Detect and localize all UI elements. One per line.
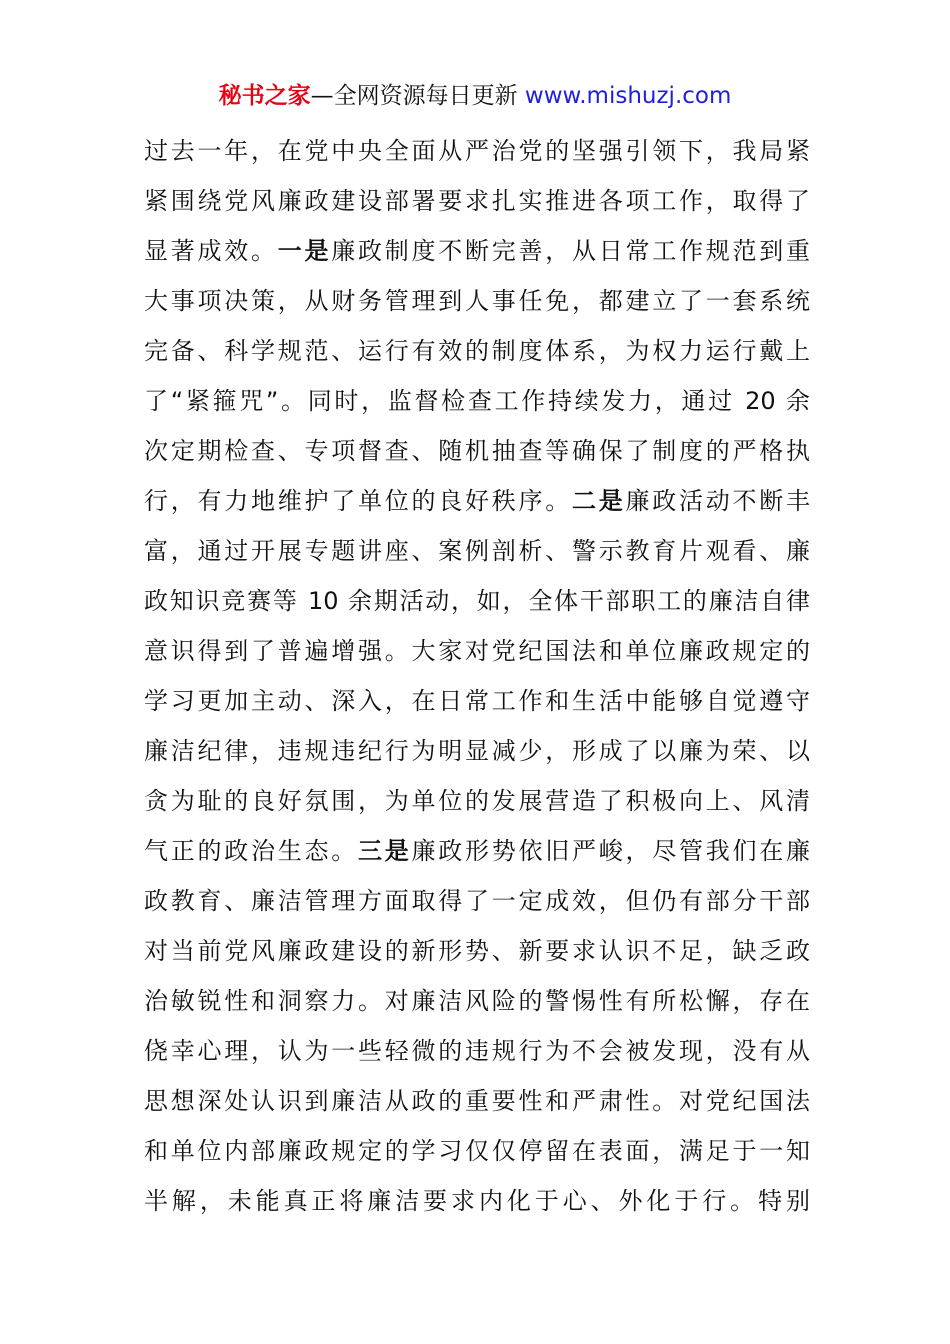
text-line: [144, 276, 810, 326]
text-line: [144, 426, 810, 476]
text-line: [144, 726, 810, 776]
site-header: [0, 78, 950, 114]
text-line: [144, 1026, 810, 1076]
text-line: [144, 676, 810, 726]
text-run: 大事项决策，从财务管理到人事任免，都建立了一套系统: [144, 287, 810, 315]
site-url-link[interactable]: www.mishuzj.com: [524, 83, 732, 109]
brand-name: 秘书之家: [218, 83, 311, 109]
emphasis-label: 一是: [277, 237, 332, 265]
text-run: 廉政活动不断丰: [625, 487, 810, 515]
text-run: 富，通过开展专题讲座、案例剖析、警示教育片观看、廉: [144, 537, 810, 565]
text-line: [144, 326, 810, 376]
emphasis-label: 二是: [572, 487, 626, 515]
text-line: [144, 826, 810, 876]
text-line: [144, 1176, 810, 1226]
text-run: 思想深处认识到廉洁从政的重要性和严肃性。对党纪国法: [144, 1087, 810, 1115]
text-line: [144, 476, 810, 526]
text-run: 行，有力地维护了单位的良好秩序。: [144, 487, 572, 515]
text-run: 对当前党风廉政建设的新形势、新要求认识不足，缺乏政: [144, 937, 810, 965]
text-run: 过去一年，在党中央全面从严治党的坚强引领下，我局紧: [144, 137, 810, 165]
text-line: [144, 376, 810, 426]
text-line: [144, 576, 810, 626]
text-line: [144, 1126, 810, 1176]
text-line: [144, 876, 810, 926]
text-run: 次定期检查、专项督查、随机抽查等确保了制度的严格执: [144, 437, 810, 465]
text-run: 廉政形势依旧严峻，尽管我们在廉: [411, 837, 810, 865]
text-line: [144, 976, 810, 1026]
text-run: 完备、科学规范、运行有效的制度体系，为权力运行戴上: [144, 337, 810, 365]
text-run: 和单位内部廉政规定的学习仅仅停留在表面，满足于一知: [144, 1137, 810, 1165]
text-line: [144, 126, 810, 176]
text-line: [144, 176, 810, 226]
header-tagline: —全网资源每日更新: [310, 83, 518, 109]
text-run: 侥幸心理，认为一些轻微的违规行为不会被发现，没有从: [144, 1037, 810, 1065]
text-run: 贪为耻的良好氛围，为单位的发展营造了积极向上、风清: [144, 787, 810, 815]
text-run: 意识得到了普遍增强。大家对党纪国法和单位廉政规定的: [144, 637, 810, 665]
text-run: 紧围绕党风廉政建设部署要求扎实推进各项工作，取得了: [144, 187, 810, 215]
text-run: 廉洁纪律，违规违纪行为明显减少，形成了以廉为荣、以: [144, 737, 810, 765]
text-run: 显著成效。: [144, 237, 278, 265]
text-line: [144, 626, 810, 676]
document-body: [144, 126, 810, 1226]
text-run: 治敏锐性和洞察力。对廉洁风险的警惕性有所松懈，存在: [144, 987, 810, 1015]
text-run: 半解，未能真正将廉洁要求内化于心、外化于行。特别: [144, 1187, 810, 1215]
text-line: [144, 1076, 810, 1126]
text-line: [144, 526, 810, 576]
text-run: 气正的政治生态。: [144, 837, 358, 865]
text-line: [144, 776, 810, 826]
text-run: 政教育、廉洁管理方面取得了一定成效，但仍有部分干部: [144, 887, 810, 915]
text-run: 廉政制度不断完善，从日常工作规范到重: [331, 237, 810, 265]
emphasis-label: 三是: [358, 837, 412, 865]
text-line: [144, 226, 810, 276]
text-run: 学习更加主动、深入，在日常工作和生活中能够自觉遵守: [144, 687, 810, 715]
text-run: 政知识竞赛等 10 余期活动，如，全体干部职工的廉洁自律: [144, 587, 810, 615]
text-line: [144, 926, 810, 976]
text-run: 了“紧箍咒”。同时，监督检查工作持续发力，通过 20 余: [144, 387, 810, 415]
